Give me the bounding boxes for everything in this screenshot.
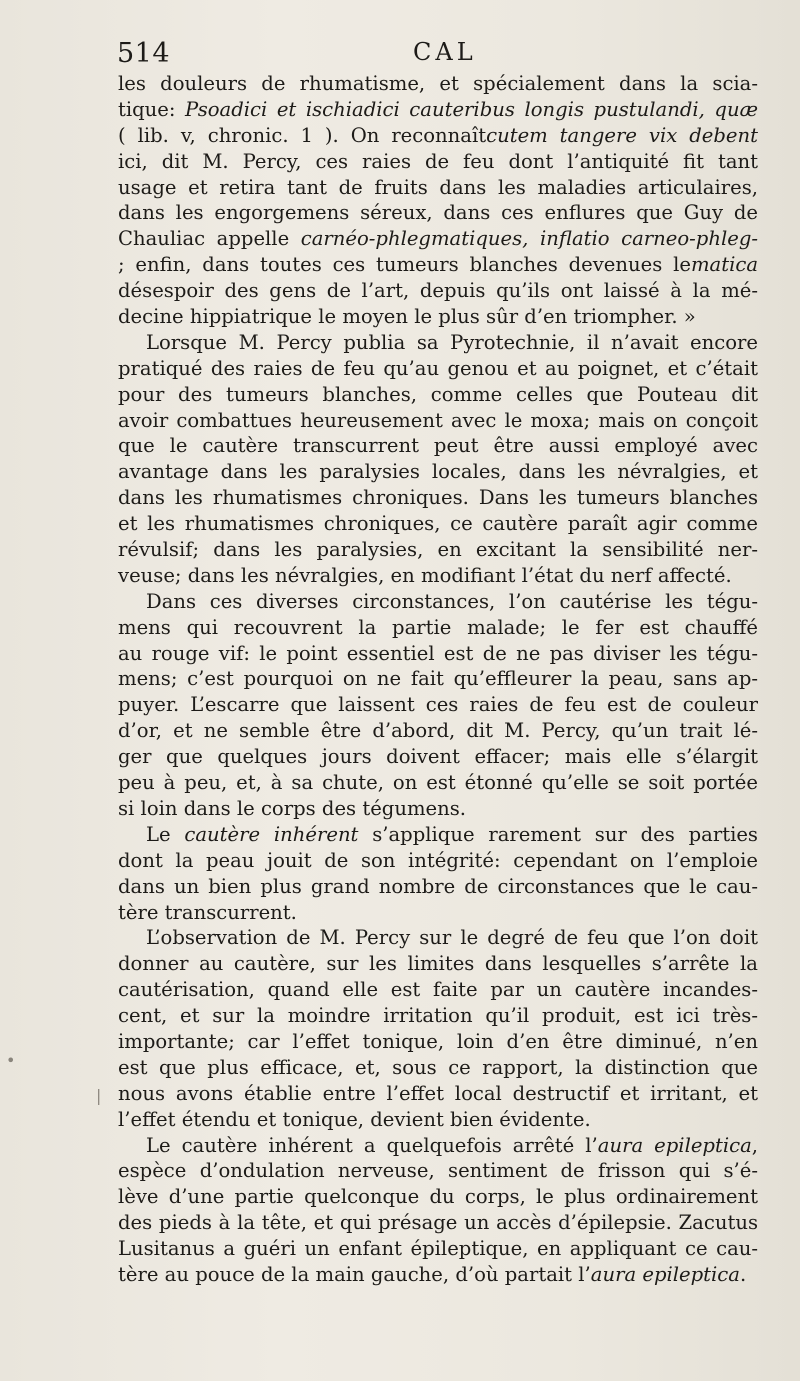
text-run: L’observation de M. Percy sur le degré de feu que l’on doit: [146, 926, 758, 950]
text-run: tère au pouce de la main gauche, d’où partait l’: [118, 1262, 591, 1286]
text-run: si loin dans le corps des tégumens.: [118, 796, 467, 820]
text-line: [118, 951, 758, 977]
text-line: [118, 1236, 758, 1262]
italic-text-run: matica: [690, 253, 758, 277]
running-head: CAL: [413, 38, 477, 66]
text-line: [118, 1210, 758, 1236]
text-run: dans les rhumatismes chroniques. Dans les tumeurs blanches: [118, 486, 758, 510]
text-run: révulsif; dans les paralysies, en excitant la sensibilité ner-: [118, 538, 758, 562]
text-run: est que plus efficace, et, sous ce rapport, la distinction que: [118, 1055, 758, 1079]
text-run: veuse; dans les névralgies, en modifiant l’état du nerf affecté.: [118, 563, 732, 587]
text-run: pour des tumeurs blanches, comme celles que Pouteau dit: [118, 382, 758, 406]
text-run: cautérisation, quand elle est faite par un cautère incandes-: [118, 978, 758, 1002]
text-line: [118, 615, 758, 641]
text-run: ; enfin, dans toutes ces tumeurs blanches devenues le: [118, 253, 691, 277]
text-run: tère transcurrent.: [118, 900, 297, 924]
text-run: pratiqué des raies de feu qu’au genou et au poignet, et c’était: [118, 356, 758, 380]
body-text: [118, 71, 758, 1288]
text-run: Dans ces diverses circonstances, l’on cautérise les tégu-: [146, 589, 758, 613]
text-line: [118, 1055, 758, 1081]
text-line: [118, 433, 758, 459]
text-line: [118, 666, 758, 692]
text-line: [118, 1158, 758, 1184]
text-line: [118, 796, 758, 822]
text-run: d’or, et ne semble être d’abord, dit M. Percy, qu’un trait lé-: [118, 719, 758, 743]
text-line: [118, 1003, 758, 1029]
text-line: [118, 330, 758, 356]
italic-text-run: carnéo-phlegmatiques, inflatio carneo-phleg-: [300, 227, 758, 251]
text-run: dans les engorgemens séreux, dans ces enflures que Guy de: [118, 201, 758, 225]
italic-text-run: Psoadici et ischiadici cauteribus longis pustulandi, quæ: [185, 97, 758, 121]
text-line: [118, 1184, 758, 1210]
italic-text-run: aura epileptica: [597, 1133, 752, 1157]
margin-speck: •: [6, 1051, 16, 1070]
text-run: .: [739, 1262, 747, 1286]
text-run: l’effet étendu et tonique, devient bien évidente.: [118, 1107, 591, 1131]
text-run: Lorsque M. Percy publia sa Pyrotechnie, il n’avait encore: [146, 330, 758, 354]
text-line: [118, 925, 758, 951]
text-line: [118, 977, 758, 1003]
text-line: [118, 537, 758, 563]
text-run: les douleurs de rhumatisme, et spécialement dans la scia-: [118, 72, 758, 95]
text-run: désespoir des gens de l’art, depuis qu’ils ont laissé à la mé-: [118, 279, 758, 303]
italic-text-run: aura epileptica: [590, 1262, 740, 1286]
text-run: importante; car l’effet tonique, loin d’en être diminué, n’en: [118, 1029, 758, 1053]
text-line: [118, 744, 758, 770]
text-run: nous avons établie entre l’effet local destructif et irritant, et: [118, 1081, 758, 1105]
text-line: [118, 200, 758, 226]
text-run: ger que quelques jours doivent effacer; mais elle s’élargit: [118, 745, 758, 769]
page-header: [117, 38, 757, 74]
text-line: [118, 822, 758, 848]
text-line: [118, 175, 758, 201]
italic-text-run: cutem tangere vix debent: [486, 123, 758, 147]
text-run: tique:: [118, 97, 186, 121]
text-line: [118, 1262, 758, 1288]
text-run: Chauliac appelle: [118, 227, 301, 251]
text-run: cent, et sur la moindre irritation qu’il produit, est ici très-: [118, 1004, 758, 1028]
text-line: [118, 874, 758, 900]
text-run: des pieds à la tête, et qui présage un accès d’épilepsie. Zacutus: [118, 1211, 758, 1235]
text-run: au rouge vif: le point essentiel est de ne pas diviser les tégu-: [118, 641, 758, 665]
text-run: puyer. L’escarre que laissent ces raies de feu est de couleur: [118, 693, 758, 717]
text-run: usage et retira tant de fruits dans les maladies articulaires,: [118, 175, 758, 199]
text-line: [118, 149, 758, 175]
text-line: [118, 226, 758, 252]
text-run: avoir combattues heureusement avec le moxa; mais on conçoit: [118, 408, 758, 432]
text-line: [118, 1081, 758, 1107]
text-line: [118, 563, 758, 589]
text-line: [118, 900, 758, 926]
text-line: [118, 848, 758, 874]
text-line: [118, 692, 758, 718]
text-run: ici, dit M. Percy, ces raies de feu dont l’antiquité fit tant: [118, 149, 758, 173]
text-run: Lusitanus a guéri un enfant épileptique, en appliquant ce cau-: [118, 1237, 758, 1261]
text-run: et les rhumatismes chroniques, ce cautère paraît agir comme: [118, 512, 758, 536]
page-number: 514: [117, 38, 171, 69]
text-run: avantage dans les paralysies locales, dans les névralgies, et: [118, 460, 758, 484]
text-line: [118, 123, 758, 149]
text-run: Le: [146, 822, 185, 846]
text-line: [118, 459, 758, 485]
text-line: [118, 1133, 758, 1159]
text-line: [118, 304, 758, 330]
text-line: [118, 97, 758, 123]
text-line: [118, 511, 758, 537]
text-run: lève d’une partie quelconque du corps, le plus ordinairement: [118, 1185, 758, 1209]
text-run: decine hippiatrique le moyen le plus sûr d’en triompher. »: [118, 305, 696, 329]
margin-tick: |: [96, 1086, 102, 1105]
text-line: [118, 356, 758, 382]
text-run: que le cautère transcurrent peut être aussi employé avec: [118, 434, 758, 458]
text-line: [118, 770, 758, 796]
text-run: ,: [751, 1133, 759, 1157]
text-line: [118, 252, 758, 278]
text-run: dans un bien plus grand nombre de circonstances que le cau-: [118, 874, 758, 898]
text-line: [118, 641, 758, 667]
text-line: [118, 485, 758, 511]
text-run: espèce d’ondulation nerveuse, sentiment de frisson qui s’é-: [118, 1159, 758, 1183]
text-run: s’applique rarement sur des parties: [358, 822, 758, 846]
text-line: [118, 589, 758, 615]
text-line: [118, 278, 758, 304]
text-run: peu à peu, et, à sa chute, on est étonné qu’elle se soit portée: [118, 771, 758, 795]
italic-text-run: cautère inhérent: [184, 822, 359, 846]
text-line: [118, 1107, 758, 1133]
text-line: [118, 71, 758, 97]
text-run: dont la peau jouit de son intégrité: cependant on l’emploie: [118, 848, 758, 872]
text-run: mens; c’est pourquoi on ne fait qu’effleurer la peau, sans ap-: [118, 667, 758, 691]
text-run: ( lib. v, chronic. 1 ). On reconnaît: [118, 123, 487, 147]
text-line: [118, 382, 758, 408]
text-run: donner au cautère, sur les limites dans lesquelles s’arrête la: [118, 952, 758, 976]
text-run: mens qui recouvrent la partie malade; le fer est chauffé: [118, 615, 758, 639]
text-line: [118, 1029, 758, 1055]
text-line: [118, 408, 758, 434]
text-run: Le cautère inhérent a quelquefois arrêté l’: [146, 1133, 598, 1157]
text-line: [118, 718, 758, 744]
